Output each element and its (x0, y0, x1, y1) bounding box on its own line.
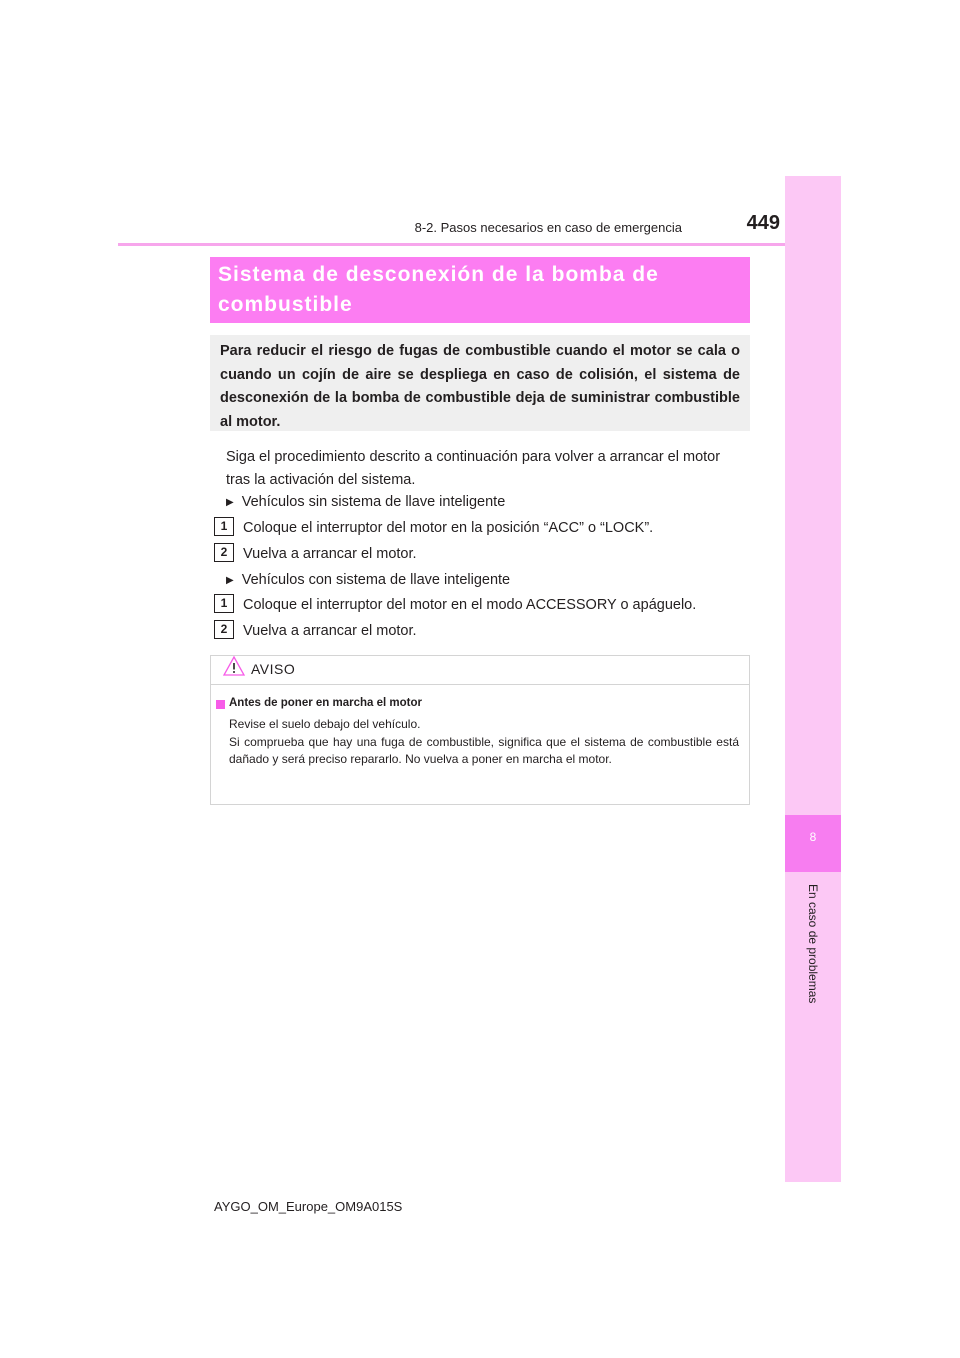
header-rule (118, 243, 840, 246)
warning-body (229, 716, 739, 769)
step-number-badge: 2 (214, 543, 234, 562)
subheading-text: Vehículos con sistema de llave inteligente (241, 572, 511, 588)
section-title (218, 260, 738, 320)
warning-line: Revise el suelo debajo del vehículo. (229, 717, 421, 731)
subheading-with-smart-key (226, 569, 510, 592)
page-number: 449 (746, 212, 780, 234)
step-text: Coloque el interruptor del motor en la posición “ACC” o “LOCK”. (243, 520, 654, 536)
chapter-tab-strip (785, 176, 841, 1182)
warning-triangle-icon (222, 655, 246, 677)
step-text: Vuelva a arrancar el motor. (243, 623, 417, 639)
document-code: AYGO_OM_Europe_OM9A015S (214, 1199, 403, 1214)
chapter-number: 8 (809, 830, 817, 844)
step-number-badge: 1 (214, 517, 234, 536)
section-title-line2: combustible (218, 293, 353, 316)
step-text: Vuelva a arrancar el motor. (243, 546, 417, 562)
warning-label: AVISO (251, 661, 296, 677)
subheading-text: Vehículos sin sistema de llave inteligente (241, 494, 506, 510)
warning-heading: Antes de poner en marcha el motor (229, 697, 422, 709)
section-reference: 8-2. Pasos necesarios en caso de emergencia (414, 220, 682, 235)
step-number-badge: 2 (214, 620, 234, 639)
section-title-line1: Sistema de desconexión de la bomba de (218, 263, 659, 286)
warning-divider (211, 684, 749, 685)
body-paragraph: Siga el procedimiento descrito a continuación para volver a arrancar el motor tras la activación del sistema. (226, 449, 721, 488)
chapter-title: En caso de problemas (806, 884, 820, 1004)
step-text: Coloque el interruptor del motor en el modo ACCESSORY o apáguelo. (243, 597, 697, 613)
subheading-without-smart-key (226, 491, 505, 514)
step-number-badge: 1 (214, 594, 234, 613)
intro-text: Para reducir el riesgo de fugas de combustible cuando el motor se cala o cuando un cojín de aire se despliega en caso de colisión, el sistema de desconexión de la bomba de combustible deja de suministrar combustible al motor. (220, 343, 740, 430)
warning-line: Si comprueba que hay una fuga de combustible, significa que el sistema de combustible está dañado y será preciso repararlo. No vuelva a poner en marcha el motor. (229, 734, 739, 766)
triangle-bullet-icon: ▶ (226, 575, 234, 586)
triangle-bullet-icon: ▶ (226, 497, 234, 508)
square-bullet-icon (216, 700, 225, 709)
